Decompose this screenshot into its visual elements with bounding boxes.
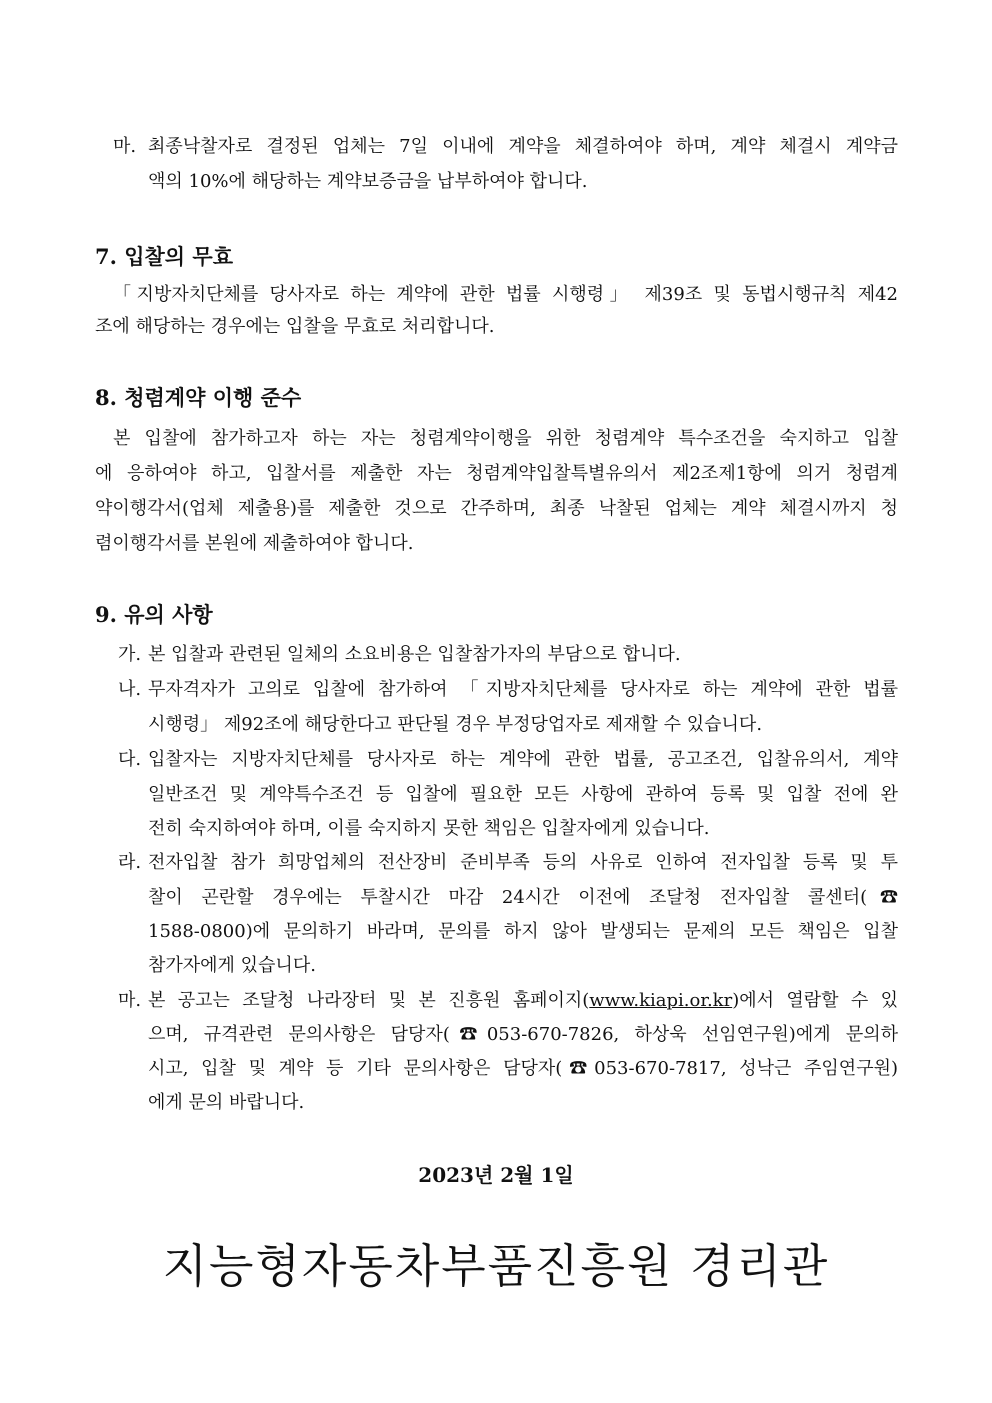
- organization-signature: 지능형자동차부품진흥원 경리관: [162, 1239, 830, 1293]
- paragraph-line: 찰이 곤란할 경우에는 투찰시간 마감 24시간 이전에 조달청 전자입찰 콜센터(☎: [148, 887, 898, 908]
- announcement-date: 2023년 2월 1일: [418, 1163, 574, 1187]
- paragraph-line: [148, 990, 898, 1012]
- paragraph-line: 시행령」 제92조에 해당한다고 판단될 경우 부정당업자로 제재할 수 있습니다.: [148, 714, 763, 735]
- paragraph-line: 으며, 규격관련 문의사항은 담당자(☎053-670-7826, 하상욱 선임연구원)에게 문의하: [148, 1024, 898, 1045]
- paragraph-line: 참가자에게 있습니다.: [148, 955, 316, 976]
- paragraph-text: )에서 열람할 수 있: [732, 990, 898, 1011]
- paragraph-line: 약이행각서(업체 제출용)를 제출한 것으로 간주하며, 최종 낙찰된 업체는 계약 체결시까지 청: [95, 498, 898, 519]
- paragraph-line: 「지방자치단체를 당사자로 하는 계약에 관한 법률 시행령」 제39조 및 동법시행규칙 제42: [113, 284, 898, 305]
- item-marker: 다.: [118, 749, 142, 770]
- item-marker: 마.: [113, 136, 137, 157]
- section-heading: 9. 유의 사항: [95, 602, 213, 627]
- paragraph-line: 에 응하여야 하고, 입찰서를 제출한 자는 청렴계약입찰특별유의서 제2조제1항에 의거 청렴계: [95, 463, 898, 484]
- paragraph-line: 일반조건 및 계약특수조건 등 입찰에 필요한 모든 사항에 관하여 등록 및 입찰 전에 완: [148, 784, 898, 805]
- item-marker: 나.: [118, 679, 142, 700]
- paragraph-line: 입찰자는 지방자치단체를 당사자로 하는 계약에 관한 법률, 공고조건, 입찰유의서, 계약: [148, 749, 898, 770]
- paragraph-line: 렴이행각서를 본원에 제출하여야 합니다.: [95, 533, 414, 554]
- section-heading: 8. 청렴계약 이행 준수: [95, 385, 302, 410]
- paragraph-line: 1588-0800)에 문의하기 바라며, 문의를 하지 않아 발생되는 문제의 모든 책임은 입찰: [148, 921, 898, 942]
- paragraph-line: 본 입찰에 참가하고자 하는 자는 청렴계약이행을 위한 청렴계약 특수조건을 숙지하고 입찰: [113, 428, 898, 449]
- item-marker: 라.: [118, 852, 142, 873]
- paragraph-line: 전히 숙지하여야 하며, 이를 숙지하지 못한 책임은 입찰자에게 있습니다.: [148, 818, 710, 839]
- homepage-link[interactable]: www.kiapi.or.kr: [589, 990, 733, 1011]
- paragraph-line: 액의 10%에 해당하는 계약보증금을 납부하여야 합니다.: [148, 171, 588, 192]
- paragraph-line: 전자입찰 참가 희망업체의 전산장비 준비부족 등의 사유로 인하여 전자입찰 등록 및 투: [148, 852, 898, 873]
- paragraph-line: 무자격자가 고의로 입찰에 참가하여 「지방자치단체를 당사자로 하는 계약에 관한 법률: [148, 679, 898, 700]
- item-marker: 마.: [118, 990, 142, 1011]
- paragraph-line: 에게 문의 바랍니다.: [148, 1092, 305, 1113]
- paragraph-line: 본 입찰과 관련된 일체의 소요비용은 입찰참가자의 부담으로 합니다.: [148, 644, 681, 665]
- paragraph-text: 본 공고는 조달청 나라장터 및 본 진흥원 홈페이지(: [148, 990, 590, 1011]
- paragraph-line: 시고, 입찰 및 계약 등 기타 문의사항은 담당자(☎053-670-7817, 성낙근 주임연구원): [148, 1058, 898, 1079]
- section-heading: 7. 입찰의 무효: [95, 244, 233, 269]
- paragraph-line: 최종낙찰자로 결정된 업체는 7일 이내에 계약을 체결하여야 하며, 계약 체결시 계약금: [148, 136, 898, 157]
- item-marker: 가.: [118, 644, 142, 665]
- paragraph-line: 조에 해당하는 경우에는 입찰을 무효로 처리합니다.: [95, 316, 495, 337]
